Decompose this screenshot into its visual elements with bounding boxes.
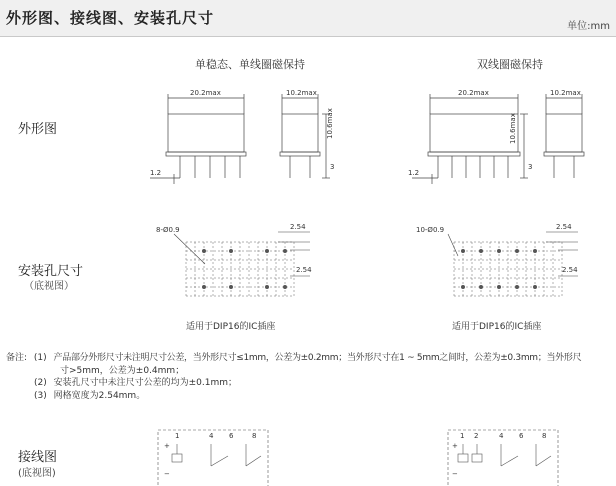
right-pitch-dim-top: 2.54 [556, 223, 572, 231]
left-wiring-plus: + [164, 442, 170, 450]
left-hole-dim: 8-Ø0.9 [156, 226, 180, 234]
right-pin-len-dim: 3 [528, 163, 533, 171]
left-pitch-dim-side: 2.54 [296, 266, 312, 274]
right-pitch-dim-side: 2.54 [562, 266, 578, 274]
mounting-hole [533, 285, 537, 289]
wiring-section-label: 接线图 [18, 450, 58, 465]
mounting-hole [515, 285, 519, 289]
left-pin-offset-dim: 1.2 [150, 169, 162, 177]
right-hole-grid [418, 220, 588, 315]
mounting-hole [479, 249, 483, 253]
mounting-hole [497, 285, 501, 289]
left-wiring-pin-4: 4 [209, 432, 214, 440]
right-outline-drawing [402, 84, 602, 189]
right-wiring-diagram [446, 426, 566, 486]
mounting-hole [497, 249, 501, 253]
unit-label: 单位:mm [567, 21, 610, 32]
note-1: 备注: (1) 产品部分外形尺寸未注明尺寸公差，当外形尺寸≤1mm，公差为±0.2mm；当外形尺寸在1 ~ 5mm之间时，公差为±0.3mm；当外形尺 [6, 353, 582, 363]
right-height-dim: 10.6max [509, 113, 517, 144]
mounting-hole [202, 249, 206, 253]
left-wiring-pin-8: 8 [252, 432, 257, 440]
mounting-hole [461, 249, 465, 253]
mounting-hole [265, 249, 269, 253]
header-bar [0, 0, 616, 37]
left-length-dim: 20.2max [190, 89, 221, 97]
right-hole-dim: 10-Ø0.9 [416, 226, 445, 234]
left-pin-len-dim: 3 [330, 163, 335, 171]
right-wiring-plus: + [452, 442, 458, 450]
mounting-hole [283, 249, 287, 253]
left-width-dim: 10.2max [286, 89, 317, 97]
mounting-hole [283, 285, 287, 289]
page-title: 外形图、接线图、安装孔尺寸 [6, 9, 215, 27]
right-wiring-pin-8: 8 [542, 432, 547, 440]
left-height-dim: 10.6max [326, 108, 334, 139]
mounting-hole [229, 285, 233, 289]
left-wiring-pin-1: 1 [175, 432, 180, 440]
mounting-hole [202, 285, 206, 289]
mounting-hole [515, 249, 519, 253]
right-wiring-pin-4: 4 [499, 432, 504, 440]
mounting-section-sublabel: （底视图） [24, 281, 74, 292]
left-outline-drawing [140, 84, 340, 189]
left-hole-grid [150, 220, 320, 315]
mounting-hole [229, 249, 233, 253]
note-3: (3) 网格宽度为2.54mm。 [34, 390, 146, 401]
left-wiring-minus: − [164, 470, 170, 478]
left-grid-caption: 适用于DIP16的IC插座 [186, 322, 276, 332]
right-wiring-pin-6: 6 [519, 432, 524, 440]
right-pin-offset-dim: 1.2 [408, 169, 420, 177]
mounting-hole [533, 249, 537, 253]
right-wiring-minus: − [452, 470, 458, 478]
notes-block [6, 352, 610, 402]
left-wiring-diagram [156, 426, 276, 486]
note-1-continued: 寸>5mm，公差为±0.4mm； [60, 365, 185, 376]
note-2: (2) 安装孔尺寸中未注尺寸公差的均为±0.1mm； [34, 378, 238, 388]
mounting-section-label: 安装孔尺寸 [18, 264, 84, 279]
left-column-title: 单稳态、单线圈磁保持 [195, 58, 305, 71]
right-wiring-pin-1: 1 [460, 432, 465, 440]
mounting-hole [265, 285, 269, 289]
wiring-section-sublabel: (底视图) [18, 468, 56, 479]
right-column-title: 双线圈磁保持 [477, 58, 543, 71]
right-width-dim: 10.2max [550, 89, 581, 97]
left-wiring-pin-6: 6 [229, 432, 234, 440]
mounting-hole [479, 285, 483, 289]
left-pitch-dim-top: 2.54 [290, 223, 306, 231]
right-length-dim: 20.2max [458, 89, 489, 97]
right-wiring-pin-2: 2 [474, 432, 479, 440]
notes-label: 备注: [6, 353, 28, 363]
mounting-hole [461, 285, 465, 289]
right-grid-caption: 适用于DIP16的IC插座 [452, 322, 542, 332]
outline-section-label: 外形图 [18, 122, 58, 137]
